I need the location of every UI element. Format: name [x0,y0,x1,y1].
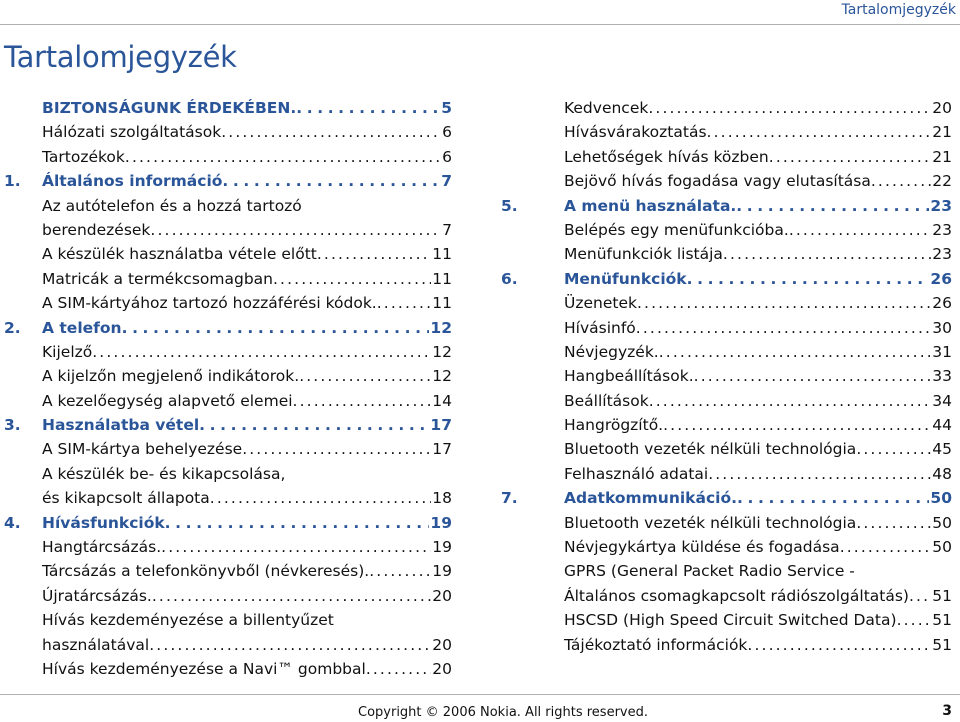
toc-dot-leader [856,511,931,535]
toc-entry[interactable] [497,120,952,144]
toc-entry[interactable] [497,608,952,632]
toc-entry-title: Használatba vétel [42,416,200,435]
toc-entry[interactable] [0,340,452,364]
toc-dot-leader [707,120,932,144]
toc-dot-leader [648,96,931,120]
toc-entry-title: Névjegykártya küldése és fogadása [564,538,840,557]
toc-entry-title: berendezések [42,220,151,239]
toc-entry-title: A készülék használatba vétele előtt [42,245,317,264]
toc-entry[interactable] [0,389,452,413]
toc-entry[interactable] [497,340,952,364]
toc-entry-title: A telefon [42,318,122,337]
toc-entry[interactable] [0,559,452,583]
toc-dot-leader [210,486,432,510]
toc-entry-title: Kijelző [42,342,93,361]
toc-dot-leader [637,291,931,315]
toc-entry[interactable] [497,633,952,657]
header-rule [0,24,960,25]
toc-entry-page: 34 [932,391,952,410]
toc-entry-title: Beállítások [564,391,649,410]
toc-dot-leader [789,218,931,242]
toc-entry[interactable] [0,486,452,510]
toc-entry[interactable] [497,559,952,583]
toc-entry-page: 20 [932,99,952,117]
toc-entry-page: 19 [432,538,452,557]
toc-entry[interactable] [497,291,952,315]
toc-entry[interactable] [0,145,452,169]
toc-entry-page: 20 [432,659,452,678]
toc-entry[interactable] [497,535,952,559]
toc-dot-leader [165,511,430,535]
toc-dot-leader [317,242,431,266]
toc-entry-page: 14 [432,391,452,410]
toc-entry-title: Hívásinfó [564,318,636,337]
toc-entry-page: 17 [430,416,452,435]
toc-entry-page: 19 [432,562,452,581]
toc-dot-leader [125,145,441,169]
toc-chapter-entry[interactable] [497,486,952,510]
toc-entry-title: Üzenetek [564,294,637,313]
toc-entry-page: 50 [932,513,952,532]
toc-entry-title: Hívás kezdeményezése a Navi™ gombbal [42,659,366,678]
toc-entry-title: GPRS (General Packet Radio Service - [564,562,855,581]
toc-entry[interactable] [497,511,952,535]
toc-entry[interactable] [0,194,452,218]
toc-entry-title: HSCSD (High Speed Circuit Switched Data) [564,611,897,630]
toc-dot-leader [663,413,931,437]
page-title: Tartalomjegyzék [4,40,237,74]
toc-chapter-entry[interactable] [497,194,952,218]
toc-entry-title: Hangtárcsázás. [42,538,162,557]
toc-dot-leader [161,535,431,559]
toc-entry-page: 17 [432,440,452,459]
toc-dot-leader [659,340,932,364]
toc-entry-title: Névjegyzék. [564,342,659,361]
toc-dot-leader [299,364,431,388]
toc-dot-leader [747,633,931,657]
toc-entry-title: Felhasználó adatai [564,464,709,483]
toc-dot-leader [377,291,432,315]
toc-dot-leader [687,267,930,291]
toc-dot-leader [152,584,431,608]
toc-entry-page: 11 [432,245,452,264]
toc-chapter-entry[interactable] [0,413,452,437]
toc-entry[interactable] [0,535,452,559]
toc-entry-title: A kijelzőn megjelenő indikátorok. [42,367,300,386]
toc-entry-title: Bluetooth vezeték nélküli technológia [564,440,857,459]
toc-entry[interactable] [497,413,952,437]
toc-entry[interactable] [0,462,452,486]
toc-dot-leader [366,657,431,681]
toc-entry[interactable] [0,120,452,144]
toc-entry-page: 31 [932,342,952,361]
toc-entry-page: 26 [932,294,952,313]
toc-entry-page: 5 [441,99,452,117]
toc-dot-leader [856,437,931,461]
toc-entry-page: 22 [932,172,952,191]
toc-chapter-entry[interactable] [0,169,452,193]
toc-dot-leader [273,267,431,291]
toc-entry-number: 2. [4,318,21,337]
toc-entry-title: BIZTONSÁGUNK ÉRDEKÉBEN. [42,99,297,117]
toc-dot-leader [649,389,932,413]
toc-dot-leader [222,169,440,193]
toc-entry-title: A készülék be- és kikapcsolása, [42,464,286,483]
toc-entry-title: Bluetooth vezeték nélküli technológia [564,513,857,532]
toc-entry-page: 7 [441,172,452,191]
toc-dot-leader [871,169,931,193]
page-number: 3 [942,703,952,719]
toc-entry-title: Hangbeállítások. [564,367,694,386]
toc-dot-leader [92,340,431,364]
toc-entry-page: 23 [932,220,952,239]
toc-entry-page: 33 [932,367,952,386]
toc-entry[interactable] [497,462,952,486]
toc-entry[interactable] [0,437,452,461]
toc-entry-number: 5. [501,196,518,215]
toc-entry[interactable] [497,96,952,120]
toc-entry-page: 50 [930,489,952,508]
toc-entry[interactable] [0,608,452,632]
toc-entry-page: 6 [442,147,452,166]
toc-entry-title: A kezelőegység alapvető elemei [42,391,293,410]
toc-entry-number: 4. [4,513,21,532]
toc-entry-title: Menüfunkciók listája [564,245,723,264]
toc-entry-title: Tájékoztató információk [564,635,748,654]
toc-entry[interactable] [0,584,452,608]
toc-entry-number: 6. [501,269,518,288]
toc-entry-title: A SIM-kártyához tartozó hozzáférési kódok. [42,294,377,313]
toc-entry-title: Általános csomagkapcsolt rádiószolgáltatás) [564,586,909,605]
toc-entry-page: 12 [432,342,452,361]
toc-entry-page: 44 [932,416,952,435]
toc-entry-title: Kedvencek [564,99,649,117]
toc-dot-leader [723,242,931,266]
toc-chapter-entry[interactable] [0,96,452,120]
toc-entry[interactable] [497,437,952,461]
toc-entry-title: Hálózati szolgáltatások [42,123,222,142]
toc-entry-number: 3. [4,416,21,435]
toc-dot-leader [769,145,932,169]
toc-entry-title: Általános információ [42,172,223,191]
toc-entry-title: Belépés egy menüfunkcióba. [564,220,789,239]
toc-entry-page: 12 [432,367,452,386]
toc-entry-title: Bejövő hívás fogadása vagy elutasítása [564,172,871,191]
toc-dot-leader [909,584,931,608]
toc-dot-leader [694,364,932,388]
toc-entry-page: 20 [432,635,452,654]
toc-entry-page: 50 [932,538,952,557]
copyright-footer: Copyright © 2006 Nokia. All rights reserved. [358,705,648,720]
toc-entry-page: 12 [430,318,452,337]
toc-dot-leader [897,608,932,632]
toc-dot-leader [199,413,429,437]
toc-entry-title: és kikapcsolt állapota [42,489,210,508]
toc-entry[interactable] [0,218,452,242]
toc-entry[interactable] [497,389,952,413]
toc-entry-page: 7 [442,220,452,239]
toc-entry-title: Menüfunkciók [564,269,687,288]
toc-entry-page: 30 [932,318,952,337]
toc-entry-page: 51 [932,586,952,605]
toc-left-column [0,96,452,681]
toc-entry-title: Hangrögzítő. [564,416,664,435]
toc-entry-title: Újratárcsázás. [42,586,152,605]
toc-chapter-entry[interactable] [0,511,452,535]
toc-entry-page: 26 [930,269,952,288]
toc-entry-page: 19 [430,513,452,532]
toc-entry[interactable] [0,633,452,657]
toc-entry-title: Tárcsázás a telefonkönyvből (névkeresés). [42,562,370,581]
toc-dot-leader [636,316,931,340]
toc-dot-leader [840,535,932,559]
toc-right-column [497,96,952,657]
running-head: Tartalomjegyzék [841,2,956,18]
toc-entry[interactable] [497,169,952,193]
toc-entry-number: 1. [4,172,21,191]
toc-entry-page: 20 [432,586,452,605]
toc-entry-page: 18 [432,489,452,508]
toc-entry-title: A SIM-kártya behelyezése [42,440,243,459]
toc-entry[interactable] [0,267,452,291]
toc-entry-title: Tartozékok [42,147,125,166]
toc-entry[interactable] [0,291,452,315]
toc-entry-page: 6 [442,123,452,142]
toc-entry-page: 11 [432,294,452,313]
toc-entry-page: 23 [930,196,952,215]
toc-entry[interactable] [497,242,952,266]
toc-entry[interactable] [0,242,452,266]
toc-entry[interactable] [0,657,452,681]
toc-dot-leader [221,120,441,144]
toc-entry[interactable] [497,364,952,388]
toc-chapter-entry[interactable] [0,316,452,340]
toc-entry-page: 23 [932,245,952,264]
toc-entry[interactable] [0,364,452,388]
toc-dot-leader [149,633,431,657]
toc-entry-page: 51 [932,635,952,654]
toc-entry-page: 21 [932,147,952,166]
toc-entry-title: Hívásvárakoztatás [564,123,707,142]
toc-entry-title: Hívásfunkciók [42,513,165,532]
toc-entry[interactable] [497,218,952,242]
toc-entry-title: A menü használata. [564,196,737,215]
toc-entry-title: Adatkommunikáció. [564,489,737,508]
toc-entry-page: 45 [932,440,952,459]
toc-dot-leader [150,218,441,242]
toc-entry[interactable] [497,316,952,340]
toc-entry-title: Lehetőségek hívás közben [564,147,769,166]
toc-dot-leader [296,96,440,120]
toc-dot-leader [736,194,929,218]
toc-entry-page: 21 [932,123,952,142]
toc-dot-leader [293,389,432,413]
toc-entry-number: 7. [501,489,518,508]
toc-dot-leader [737,486,929,510]
toc-dot-leader [122,316,430,340]
toc-entry[interactable] [497,584,952,608]
toc-entry[interactable] [497,145,952,169]
toc-entry-title: Matricák a termékcsomagban [42,269,273,288]
toc-entry-page: 11 [432,269,452,288]
toc-entry-title: Az autótelefon és a hozzá tartozó [42,196,302,215]
toc-dot-leader [708,462,931,486]
toc-entry-page: 48 [932,464,952,483]
toc-chapter-entry[interactable] [497,267,952,291]
toc-entry-title: Hívás kezdeményezése a billentyűzet [42,611,334,630]
toc-dot-leader [242,437,431,461]
toc-entry-page: 51 [932,611,952,630]
toc-dot-leader [369,559,431,583]
footer-rule [0,694,960,695]
toc-entry-title: használatával [42,635,150,654]
